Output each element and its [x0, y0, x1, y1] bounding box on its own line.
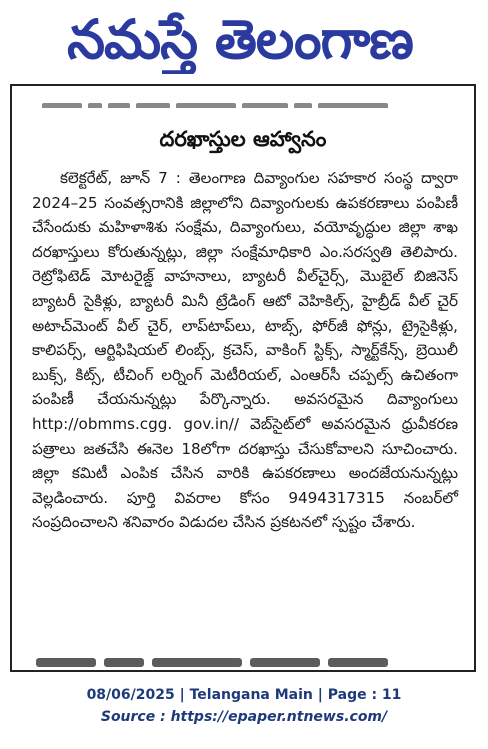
news-clipping	[10, 84, 476, 672]
newspaper-masthead: నమస్తే తెలంగాణ	[67, 7, 413, 71]
article-body: కలెక్టరేట్, జూన్ 7 : తెలంగాణ దివ్యాంగుల సహకార సంస్థ ద్వారా 2024–25 సంవత్సరానికి జిల్లాలోని దివ్యాంగులకు ఉపకరణాలు పంపిణీ చేసేందుకు మహిళాశిశు సంక్షేమ, దివ్యాంగులు, వయోవృద్ధుల జిల్లా శాఖ దరఖాస్తులు కోరుతున్నట్లు, జిల్లా సంక్షేమాధికారి ఎం.సరస్వతి తెలిపారు. రెట్రోఫిటెడ్ మోటరైజ్డ్ వాహనాలు, బ్యాటరీ వీల్‌చైర్స్, మొబైల్ బిజినెస్ బ్యాటరీ సైకిళ్లు, బ్యాటరీ మినీ ట్రేడింగ్ ఆటో వెహికిల్స్, హైబ్రీడ్ వీల్ చైర్ అటాచ్‌మెంట్ వీల్ చైర్, లాప్‌టాప్‌లు, టాబ్స్, ఫోర్‌జీ ఫోన్లు, ట్రైసైకిళ్లు, కాలిపర్స్, ఆర్టిఫిషియల్ లింబ్స్, క్రచెస్, వాకింగ్ స్టిక్స్, స్మార్ట్‌కేన్స్, బ్రెయిలీ బుక్స్, కిట్స్, టీచింగ్ లర్నింగ్ మెటీరియల్, ఎంఆర్‌సీ చప్పల్స్ ఉచితంగా పంపిణీ చేయనున్నట్లు పేర్కొన్నారు. అవసరమైన దివ్యాంగులు http://obmms.cgg. gov.in// వెబ్‌సైట్‌లో అవసరమైన ధ్రువీకరణ పత్రాలు జతచేసి ఈనెల 18లోగా దరఖాస్తు చేసుకోవాలని సూచించారు. జిల్లా కమిటీ ఎంపిక చేసిన వారికి ఉపకరణాలు అందజేయనున్నట్లు వెల్లడించారు. పూర్తి వివరాల కోసం 9494317315 నంబర్‌లో సంప్రదించాలని శనివారం విడుదల చేసిన ప్రకటనలో స్పష్టం చేశారు.	[32, 169, 458, 532]
cut-off-text-bottom	[36, 652, 454, 668]
source-link[interactable]: Source : https://epaper.ntnews.com/	[100, 709, 388, 725]
clipping-footer	[0, 684, 488, 728]
article-headline: దరఖాస్తుల ఆహ్వానం	[159, 126, 327, 151]
cut-off-text-top	[42, 94, 454, 108]
publication-info: 08/06/2025 | Telangana Main | Page : 11	[86, 687, 402, 703]
